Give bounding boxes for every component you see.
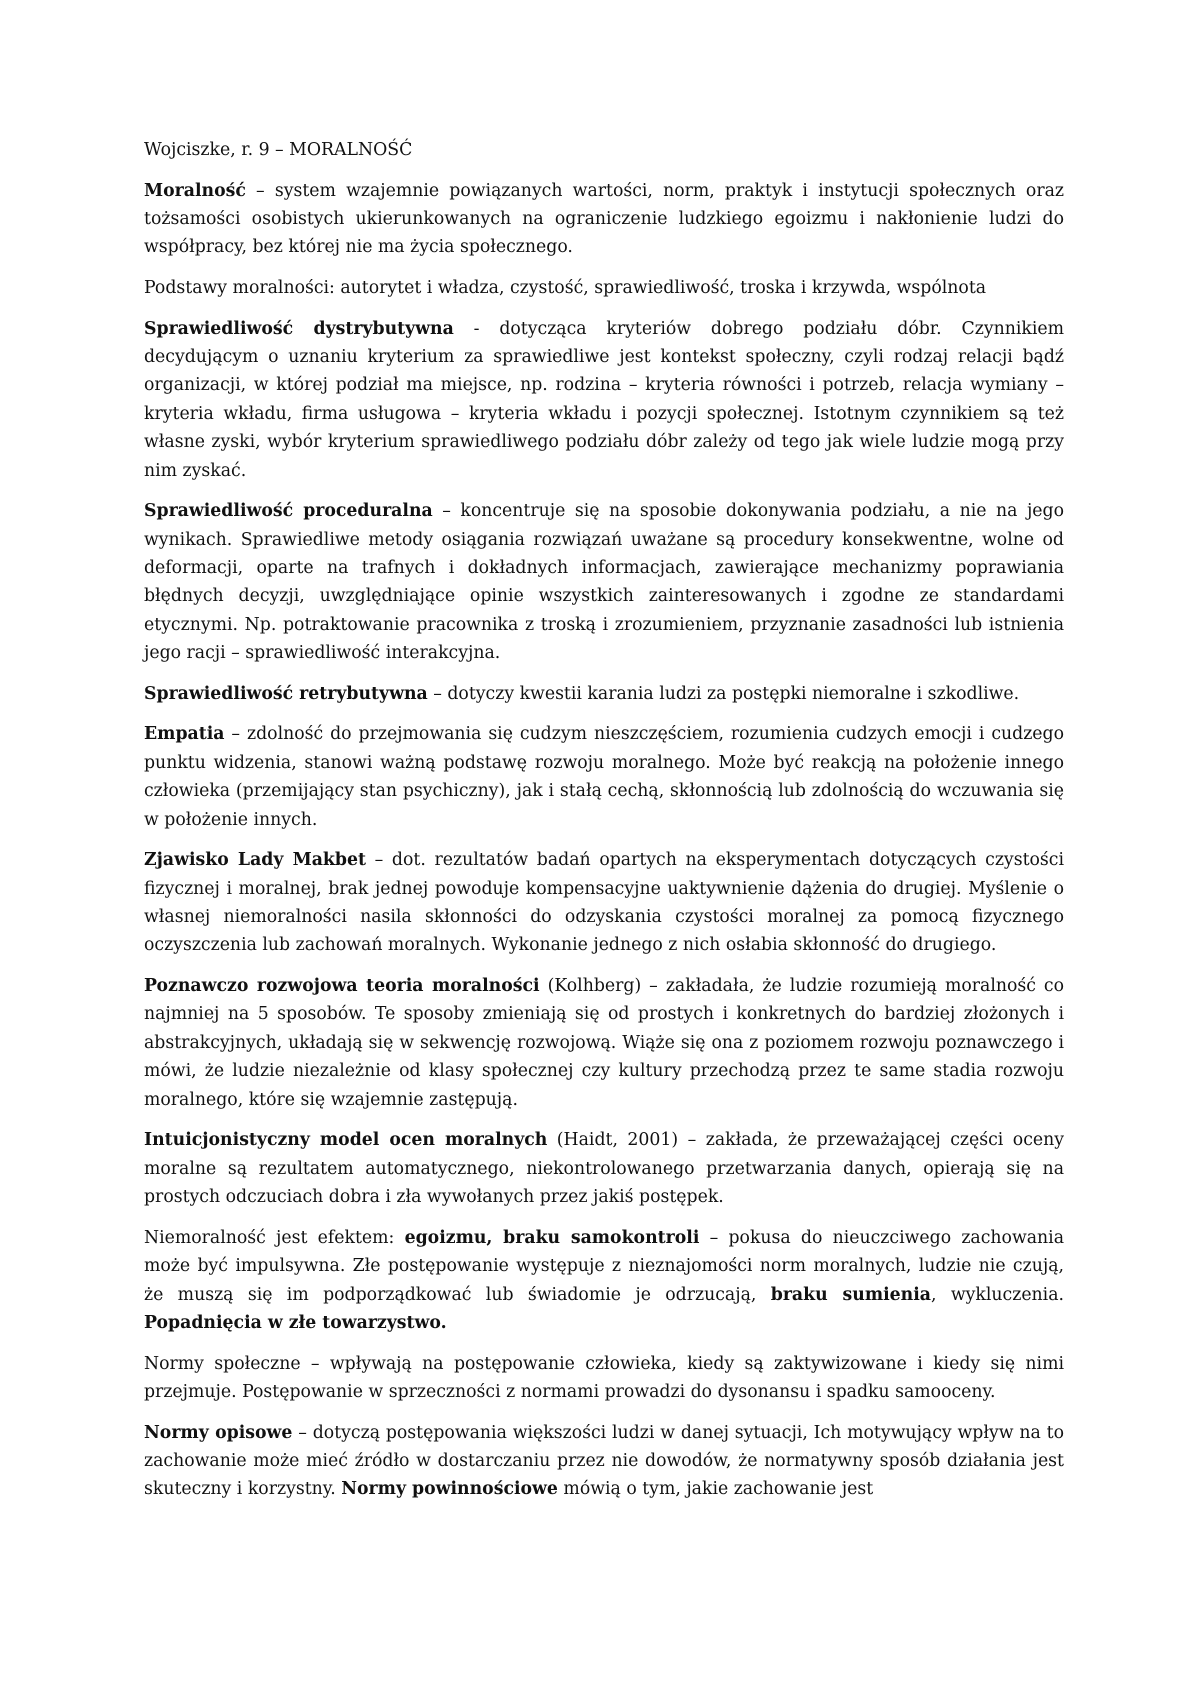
paragraph-text: – system wzajemnie powiązanych wartości, norm, praktyk i instytucji społecznych oraz tożsamości osobistych ukierunkowanych na ograniczenie ludzkiego egoizmu i nakłonienie ludzi do współpracy, bez której nie ma życia społecznego. bbox=[144, 180, 1064, 258]
bold-term: Empatia bbox=[144, 724, 225, 745]
paragraph bbox=[144, 1350, 1064, 1407]
paragraph-text: Podstawy moralności: autorytet i władza, czystość, sprawiedliwość, troska i krzywda, wspólnota bbox=[144, 278, 987, 298]
bold-term: Moralność bbox=[144, 180, 246, 201]
bold-term: Sprawiedliwość proceduralna bbox=[144, 501, 433, 522]
paragraph-text: Niemoralność jest efektem: bbox=[144, 1227, 405, 1248]
bold-term: braku sumienia bbox=[770, 1284, 932, 1305]
bold-term: Zjawisko Lady Makbet bbox=[144, 850, 366, 871]
bold-term: Normy opisowe bbox=[144, 1422, 293, 1443]
bold-term: Popadnięcia w złe towarzystwo. bbox=[144, 1312, 447, 1333]
paragraph bbox=[144, 680, 1064, 708]
paragraph-text: mówią o tym, jakie zachowanie jest bbox=[557, 1479, 874, 1500]
paragraph-text: – dotyczy kwestii karania ludzi za postępki niemoralne i szkodliwe. bbox=[427, 683, 1020, 704]
paragraph-list bbox=[144, 177, 1064, 1504]
paragraph bbox=[144, 1224, 1064, 1338]
bold-term: egoizmu, braku samokontroli bbox=[404, 1227, 700, 1248]
paragraph bbox=[144, 497, 1064, 667]
bold-term: Sprawiedliwość dystrybutywna bbox=[144, 318, 454, 339]
paragraph-text: – zdolność do przejmowania się cudzym nieszczęściem, rozumienia cudzych emocji i cudzego punktu widzenia, stanowi ważną podstawę rozwoju moralnego. Może być reakcją na położenie innego człowieka (przemijający stan psychiczny), jak i stałą cechą, skłonnością lub zdolnością do wczuwania się w położenie innych. bbox=[144, 724, 1064, 830]
paragraph-text: – koncentruje się na sposobie dokonywania podziału, a nie na jego wynikach. Sprawiedliwe metody osiągania rozwiązań uważane są procedury konsekwentne, wolne od deformacji, oparte na trafnych i dokładnych informacjach, zawierające mechanizmy poprawiania błędnych decyzji, uwzględniające opinie wszystkich zainteresowanych i zgodne ze standardami etycznymi. Np. potraktowanie pracownika z troską i zrozumieniem, przyznanie zasadności lub istnienia jego racji – sprawiedliwość interakcyjna. bbox=[144, 501, 1064, 664]
paragraph-text: – dot. rezultatów badań opartych na eksperymentach dotyczących czystości fizycznej i moralnej, brak jednej powoduje kompensacyjne uaktywnienie dążenia do drugiej. Myślenie o własnej niemoralności nasila skłonności do odzyskania czystości moralnej za pomocą fizycznego oczyszczenia lub zachowań moralnych. Wykonanie jednego z nich osłabia skłonność do drugiego. bbox=[144, 850, 1064, 956]
paragraph-text: Normy społeczne – wpływają na postępowanie człowieka, kiedy są zaktywizowane i kiedy się nimi przejmuje. Postępowanie w sprzeczności z normami prowadzi do dysonansu i spadku samooceny. bbox=[144, 1353, 1064, 1402]
paragraph-text: , wykluczenia. bbox=[931, 1284, 1065, 1305]
paragraph bbox=[144, 846, 1064, 960]
paragraph bbox=[144, 1419, 1064, 1504]
document-body bbox=[144, 136, 1064, 1516]
paragraph-text: – pokusa do nieuczciwego zachowania może być impulsywna. Złe postępowanie występuje z nieznajomości norm moralnych, ludzie nie czują, że muszą się im podporządkować lub świadomie je odrzucają, bbox=[144, 1227, 1064, 1305]
paragraph-text: - dotycząca kryteriów dobrego podziału dóbr. Czynnikiem decydującym o uznaniu kryterium za sprawiedliwe jest kontekst społeczny, czyli rodzaj relacji bądź organizacji, w której podział ma miejsce, np. rodzina – kryteria równości i potrzeb, relacja wymiany – kryteria wkładu, firma usługowa – kryteria wkładu i pozycji społecznej. Istotnym czynnikiem są też własne zyski, wybór kryterium sprawiedliwego podziału dóbr zależy od tego jak wiele ludzie mogą przy nim zyskać. bbox=[144, 318, 1064, 481]
paragraph bbox=[144, 177, 1064, 262]
bold-term: Intuicjonistyczny model ocen moralnych bbox=[144, 1130, 548, 1151]
paragraph bbox=[144, 315, 1064, 485]
document-title: Wojciszke, r. 9 – MORALNOŚĆ bbox=[144, 140, 413, 160]
bold-term: Sprawiedliwość retrybutywna bbox=[144, 683, 428, 704]
paragraph-text: – dotyczą postępowania większości ludzi w danej sytuacji, Ich motywujący wpływ na to zachowanie może mieć źródło w dostarczaniu przez nie dowodów, że normatywny sposób działania jest skuteczny i korzystny. bbox=[144, 1422, 1064, 1500]
paragraph bbox=[144, 972, 1064, 1114]
bold-term: Normy powinnościowe bbox=[341, 1479, 558, 1500]
paragraph bbox=[144, 720, 1064, 834]
paragraph bbox=[144, 1126, 1064, 1211]
paragraph-text: (Kolhberg) – zakładała, że ludzie rozumieją moralność co najmniej na 5 sposobów. Te sposoby zmieniają się od prostych i konkretnych do bardziej złożonych i abstrakcyjnych, układają się w sekwencję rozwojową. Wiąże się ona z poziomem rozwoju poznawczego i mówi, że ludzie niezależnie od klasy społecznej czy kultury przechodzą przez te same stadia rozwoju moralnego, które się wzajemnie zastępują. bbox=[144, 976, 1065, 1110]
bold-term: Poznawczo rozwojowa teoria moralności bbox=[144, 976, 540, 997]
paragraph bbox=[144, 274, 1064, 302]
paragraph-text: (Haidt, 2001) – zakłada, że przeważającej części oceny moralne są rezultatem automatycznego, niekontrolowanego przetwarzania danych, opierają się na prostych odczuciach dobra i zła wywołanych przez jakiś postępek. bbox=[144, 1130, 1064, 1208]
